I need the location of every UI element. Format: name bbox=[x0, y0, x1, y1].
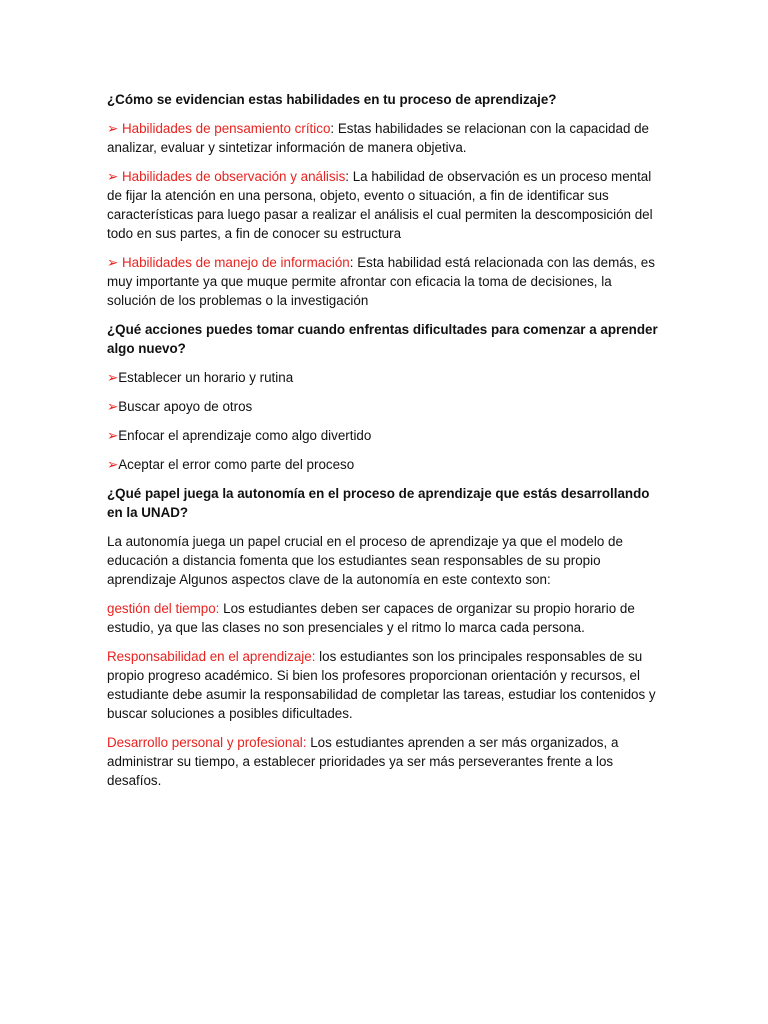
habilidad-text-3: : Esta habilidad está relacionada con las demás, es muy importante ya que muque permite afrontar con eficacia la toma de decisiones, la solución de los problemas o la investigación bbox=[107, 255, 655, 308]
arrow-bullet-icon: ➢ bbox=[107, 457, 119, 472]
arrow-bullet-icon: ➢ bbox=[107, 255, 119, 270]
accion-text-2: Buscar apoyo de otros bbox=[118, 399, 253, 414]
habilidad-text-2: : La habilidad de observación es un proceso mental de fijar la atención en una persona, objeto, evento o situación, a fin de identificar sus características para luego pasar a realizar el análisis el cual permiten la descomposición del todo en sus partes, a fin de conocer su estructura bbox=[107, 169, 653, 241]
aspecto-title-2: Responsabilidad en el aprendizaje: bbox=[107, 649, 316, 664]
accion-text-3: Enfocar el aprendizaje como algo divertido bbox=[118, 428, 372, 443]
aspecto-title-1: gestión del tiempo: bbox=[107, 601, 220, 616]
habilidad-title-2: Habilidades de observación y análisis bbox=[121, 169, 346, 184]
arrow-bullet-icon: ➢ bbox=[107, 399, 119, 414]
aspecto-paragraph-1 bbox=[107, 599, 663, 637]
autonomia-intro: La autonomía juega un papel crucial en el proceso de aprendizaje ya que el modelo de educación a distancia fomenta que los estudiantes sean responsables de su propio aprendizaje Algunos aspectos clave de la autonomía en este contexto son: bbox=[107, 534, 623, 587]
habilidad-title-1: Habilidades de pensamiento crítico bbox=[121, 121, 331, 136]
arrow-bullet-icon: ➢ bbox=[107, 428, 119, 443]
arrow-bullet-icon: ➢ bbox=[107, 121, 119, 136]
accion-item-4 bbox=[107, 455, 663, 474]
habilidad-paragraph-2 bbox=[107, 167, 663, 243]
accion-item-2 bbox=[107, 397, 663, 416]
accion-item-3 bbox=[107, 426, 663, 445]
habilidad-text-1: : Estas habilidades se relacionan con la capacidad de analizar, evaluar y sintetizar información de manera objetiva. bbox=[107, 121, 650, 155]
document-page bbox=[107, 90, 663, 800]
aspecto-title-3: Desarrollo personal y profesional: bbox=[107, 735, 307, 750]
aspecto-paragraph-2 bbox=[107, 647, 663, 723]
question-1: ¿Cómo se evidencian estas habilidades en tu proceso de aprendizaje? bbox=[107, 92, 557, 107]
arrow-bullet-icon: ➢ bbox=[107, 370, 119, 385]
accion-text-4: Aceptar el error como parte del proceso bbox=[118, 457, 355, 472]
habilidad-paragraph-1 bbox=[107, 119, 663, 157]
arrow-bullet-icon: ➢ bbox=[107, 169, 119, 184]
accion-text-1: Establecer un horario y rutina bbox=[118, 370, 294, 385]
accion-item-1 bbox=[107, 368, 663, 387]
question-3: ¿Qué papel juega la autonomía en el proceso de aprendizaje que estás desarrollando en la UNAD? bbox=[107, 486, 650, 520]
aspecto-paragraph-3 bbox=[107, 733, 663, 790]
habilidad-paragraph-3 bbox=[107, 253, 663, 310]
habilidad-title-3: Habilidades de manejo de información bbox=[121, 255, 350, 270]
question-2: ¿Qué acciones puedes tomar cuando enfrentas dificultades para comenzar a aprender algo nuevo? bbox=[107, 322, 658, 356]
aspecto-text-1: Los estudiantes deben ser capaces de organizar su propio horario de estudio, ya que las clases no son presenciales y el ritmo lo marca cada persona. bbox=[107, 601, 635, 635]
aspecto-text-3: Los estudiantes aprenden a ser más organizados, a administrar su tiempo, a establecer prioridades ya ser más perseverantes frente a los desafíos. bbox=[107, 735, 619, 788]
aspecto-text-2: los estudiantes son los principales responsables de su propio progreso académico. Si bien los profesores proporcionan orientación y recursos, el estudiante debe asumir la responsabilidad de completar las tareas, estudiar los contenidos y buscar soluciones a posibles dificultades. bbox=[107, 649, 656, 721]
